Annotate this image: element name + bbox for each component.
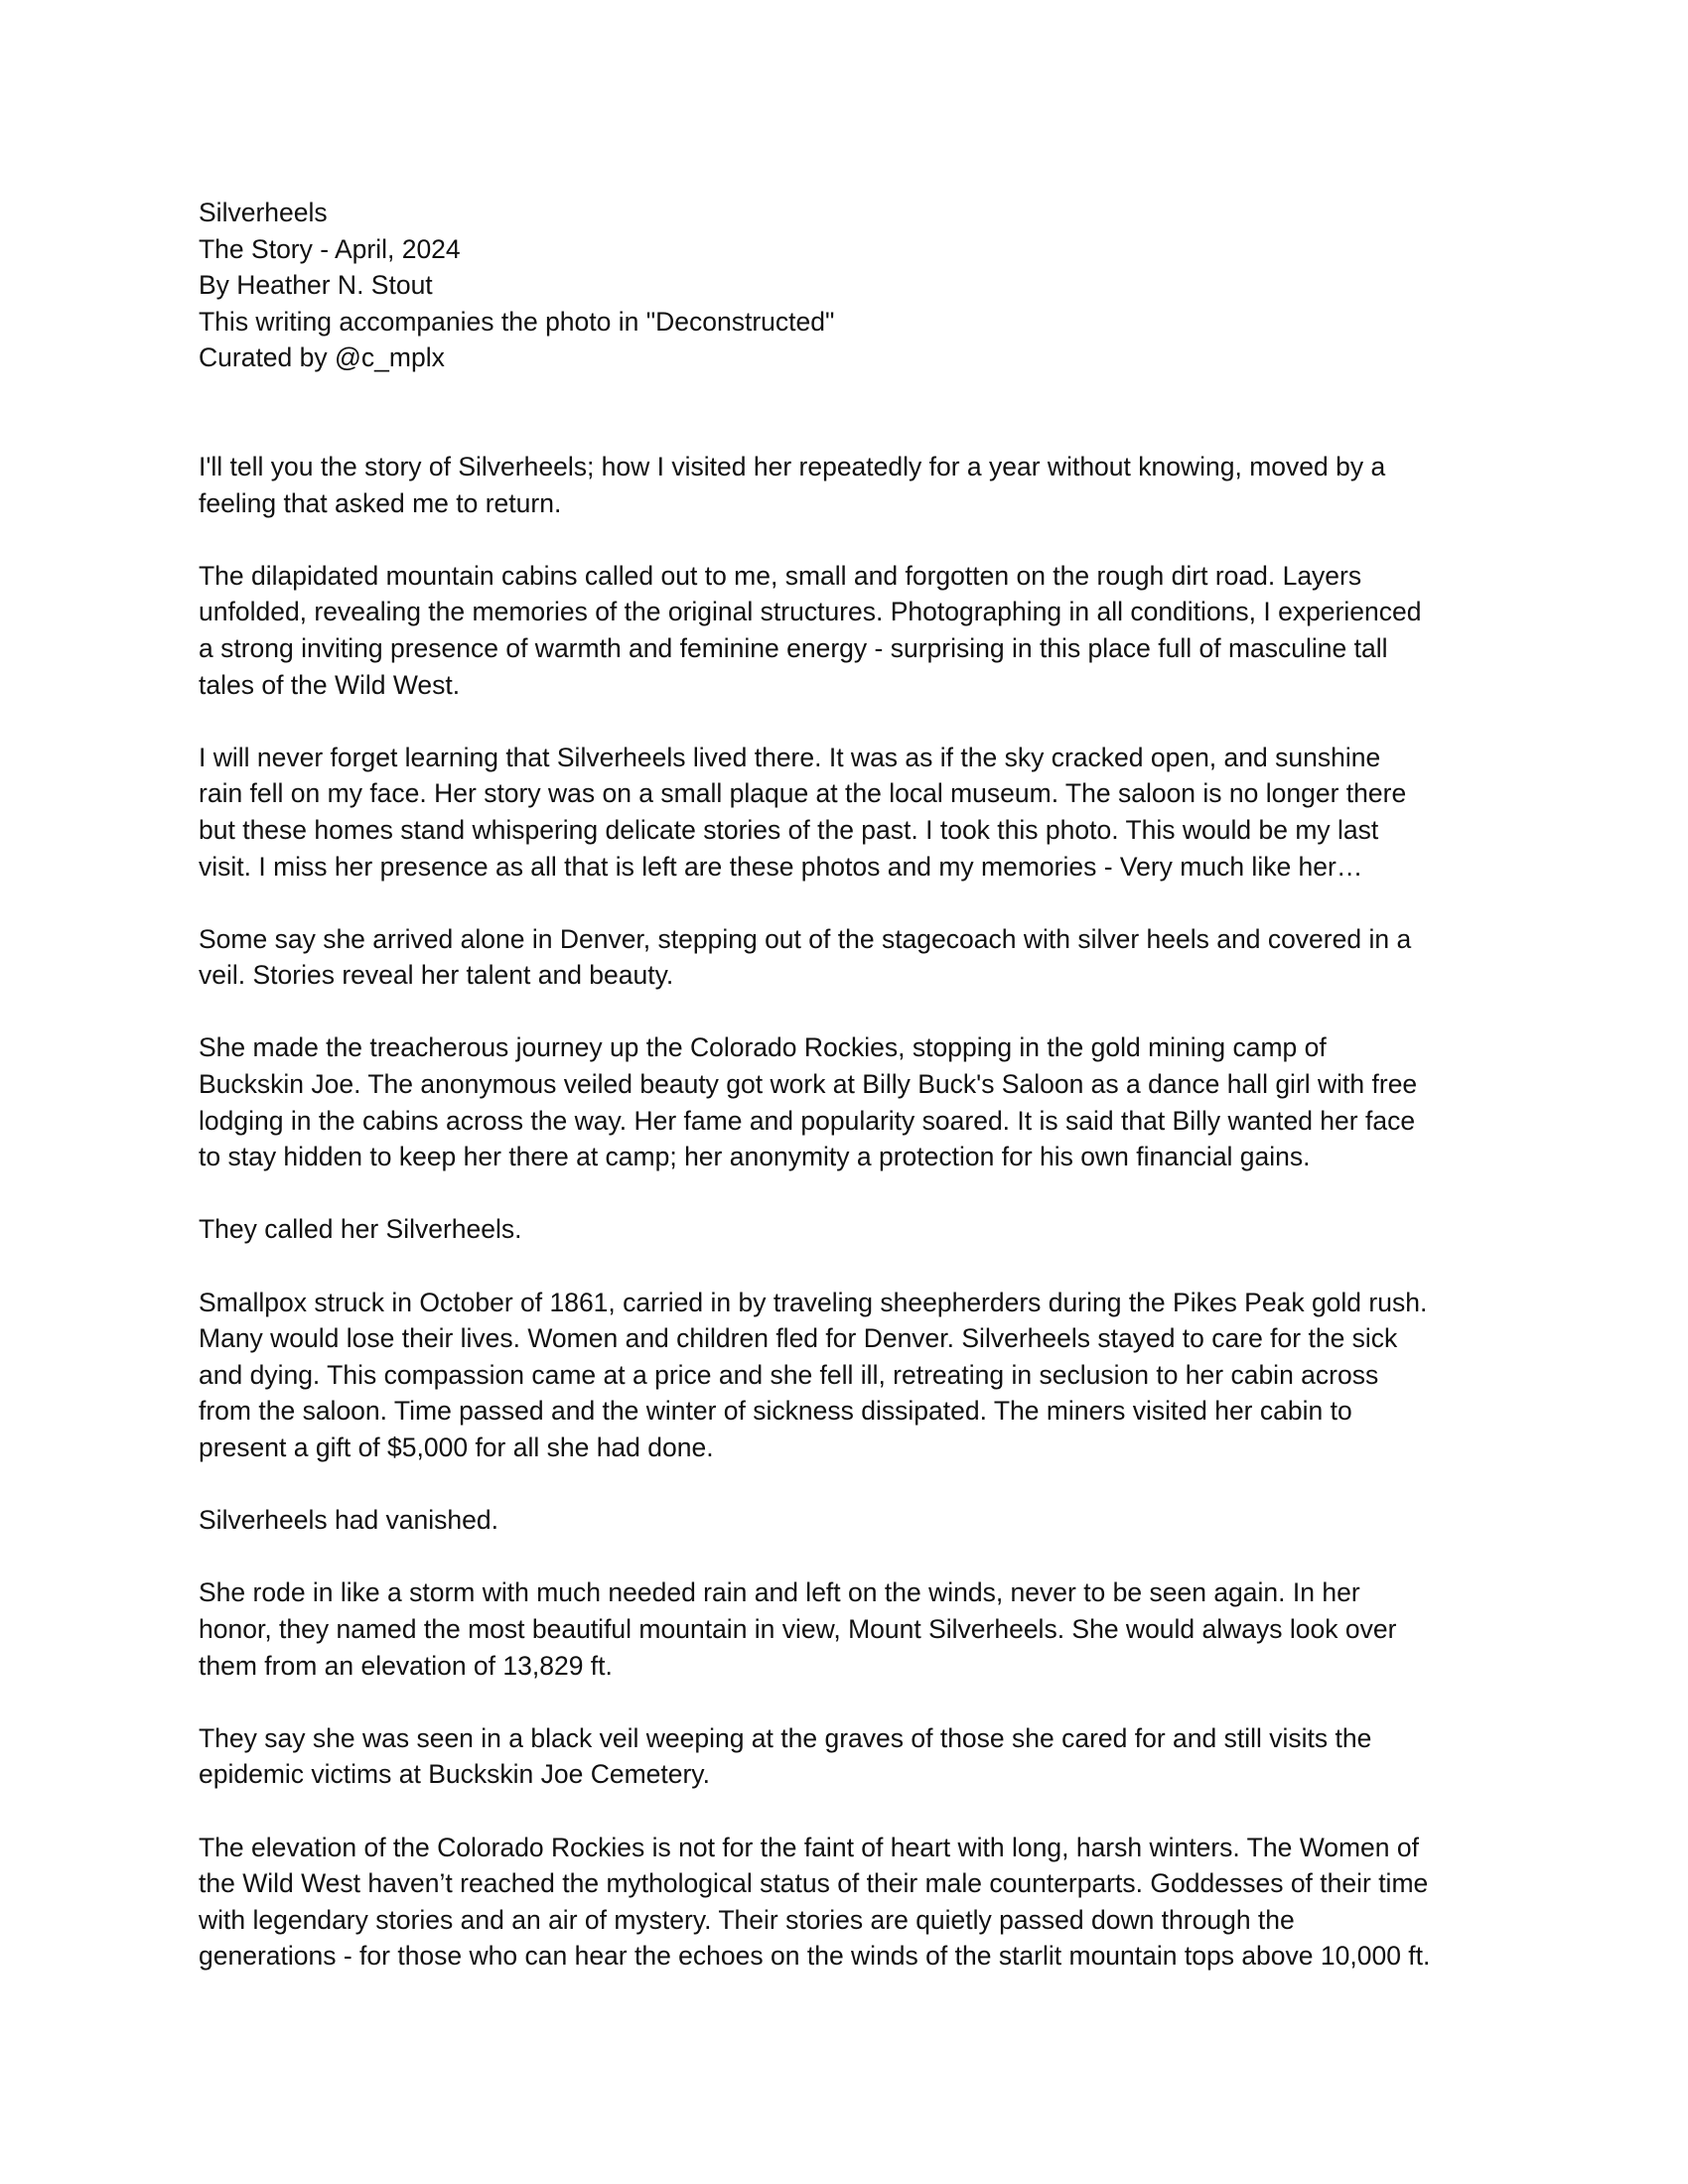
paragraph: They called her Silverheels. (199, 1214, 522, 1245)
paragraph: I will never forget learning that Silverheels lived there. It was as if the sky cracked open, and sunshine rain fell on my face. Her story was on a small plaque at the local museum. The saloon is no longer there but these homes stand whispering delicate stories of the past. I took this photo. This would be my last visit. I miss her presence as all that is left are these photos and my memories - Very much like her… (199, 742, 1407, 882)
paragraph: The dilapidated mountain cabins called out to me, small and forgotten on the rough dirt road. Layers unfolded, revealing the memories of the original structures. Photographing in all conditions, I experienced a strong inviting presence of warmth and feminine energy - surprising in this place full of masculine tall tales of the Wild West. (199, 560, 1422, 700)
paragraph: She rode in like a storm with much needed rain and left on the winds, never to be seen again. In her honor, they named the most beautiful mountain in view, Mount Silverheels. She would always look over them from an elevation of 13,829 ft. (199, 1577, 1397, 1681)
document-page (199, 195, 1519, 2011)
paragraph: She made the treacherous journey up the Colorado Rockies, stopping in the gold mining camp of Buckskin Joe. The anonymous veiled beauty got work at Billy Buck's Saloon as a dance hall girl with free lodging in the cabins across the way. Her fame and popularity soared. It is said that Billy wanted her face to stay hidden to keep her there at camp; her anonymity a protection for his own financial gains. (199, 1032, 1418, 1172)
curator-line: Curated by @c_mplx (199, 342, 445, 373)
paragraph: They say she was seen in a black veil weeping at the graves of those she cared for and still visits the epidemic victims at Buckskin Joe Cemetery. (199, 1722, 1372, 1790)
document-subtitle: The Story - April, 2024 (199, 233, 461, 264)
document-header (199, 195, 1519, 376)
paragraph: I'll tell you the story of Silverheels; how I visited her repeatedly for a year without knowing, moved by a feeling that asked me to return. (199, 451, 1386, 518)
paragraph: Silverheels had vanished. (199, 1505, 498, 1536)
document-title: Silverheels (199, 198, 328, 227)
paragraph: The elevation of the Colorado Rockies is not for the faint of heart with long, harsh winters. The Women of the Wild West haven’t reached the mythological status of their male counterparts. Goddesses of their time with legendary stories and an air of mystery. Their stories are quietly passed down through the generations - for those who can hear the echoes on the winds of the starlit mountain tops above 10,000 ft. (199, 1832, 1431, 1972)
accompanying-note: This writing accompanies the photo in "Deconstructed" (199, 306, 835, 337)
story-body (199, 449, 1519, 1975)
paragraph: Some say she arrived alone in Denver, stepping out of the stagecoach with silver heels and covered in a veil. Stories reveal her talent and beauty. (199, 923, 1412, 991)
paragraph: Smallpox struck in October of 1861, carried in by traveling sheepherders during the Pikes Peak gold rush. Many would lose their lives. Women and children fled for Denver. Silverheels stayed to care for the sick and dying. This compassion came at a price and she fell ill, retreating in seclusion to her cabin across from the saloon. Time passed and the winter of sickness dissipated. The miners visited her cabin to present a gift of $5,000 for all she had done. (199, 1287, 1428, 1462)
author-line: By Heather N. Stout (199, 270, 433, 301)
